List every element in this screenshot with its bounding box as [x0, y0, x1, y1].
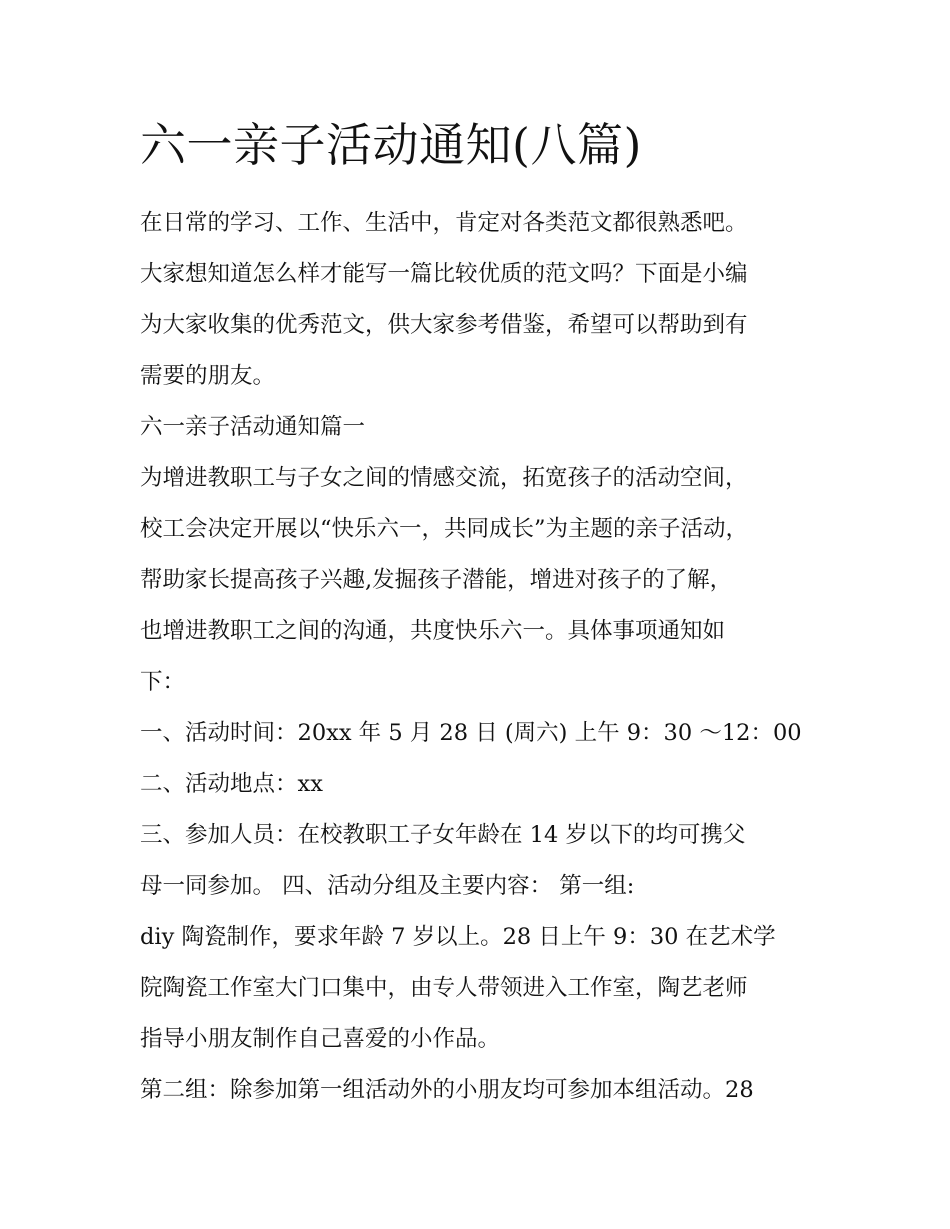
body-line: 在日常的学习、工作、生活中，肯定对各类范文都很熟悉吧。 [140, 210, 748, 236]
body-line: 校工会决定开展以“快乐六一，共同成长”为主题的亲子活动， [140, 516, 749, 542]
activity-time-line: 一、活动时间：20xx 年 5 月 28 日 (周六) 上午 9：30 ～12：00 [140, 720, 802, 746]
body-line: 指导小朋友制作自己喜爱的小作品。 [140, 1026, 501, 1052]
activity-location-line: 二、活动地点：xx [140, 771, 323, 797]
document-body [140, 198, 820, 1116]
participants-line: 三、参加人员：在校教职工子女年龄在 14 岁以下的均可携父 [140, 822, 746, 848]
body-line: 母一同参加。 四、活动分组及主要内容： 第一组: [140, 873, 635, 899]
body-line: 大家想知道怎么样才能写一篇比较优质的范文吗？下面是小编 [140, 261, 748, 287]
body-line: 也增进教职工之间的沟通，共度快乐六一。具体事项通知如 [140, 618, 726, 644]
body-line: 需要的朋友。 [140, 363, 276, 389]
section-heading: 六一亲子活动通知篇一 [140, 414, 366, 440]
body-line: 院陶瓷工作室大门口集中，由专人带领进入工作室，陶艺老师 [140, 975, 748, 1001]
body-line: 下： [140, 669, 186, 695]
body-line: diy 陶瓷制作，要求年龄 7 岁以上。28 日上午 9：30 在艺术学 [140, 924, 776, 950]
body-line: 为大家收集的优秀范文，供大家参考借鉴，希望可以帮助到有 [140, 312, 748, 338]
body-line: 帮助家长提高孩子兴趣,发掘孩子潜能，增进对孩子的了解， [140, 567, 733, 593]
body-line: 第二组：除参加第一组活动外的小朋友均可参加本组活动。28 [140, 1077, 754, 1103]
document-title: 六一亲子活动通知(八篇) [140, 118, 642, 172]
body-line: 为增进教职工与子女之间的情感交流，拓宽孩子的活动空间， [140, 465, 748, 491]
